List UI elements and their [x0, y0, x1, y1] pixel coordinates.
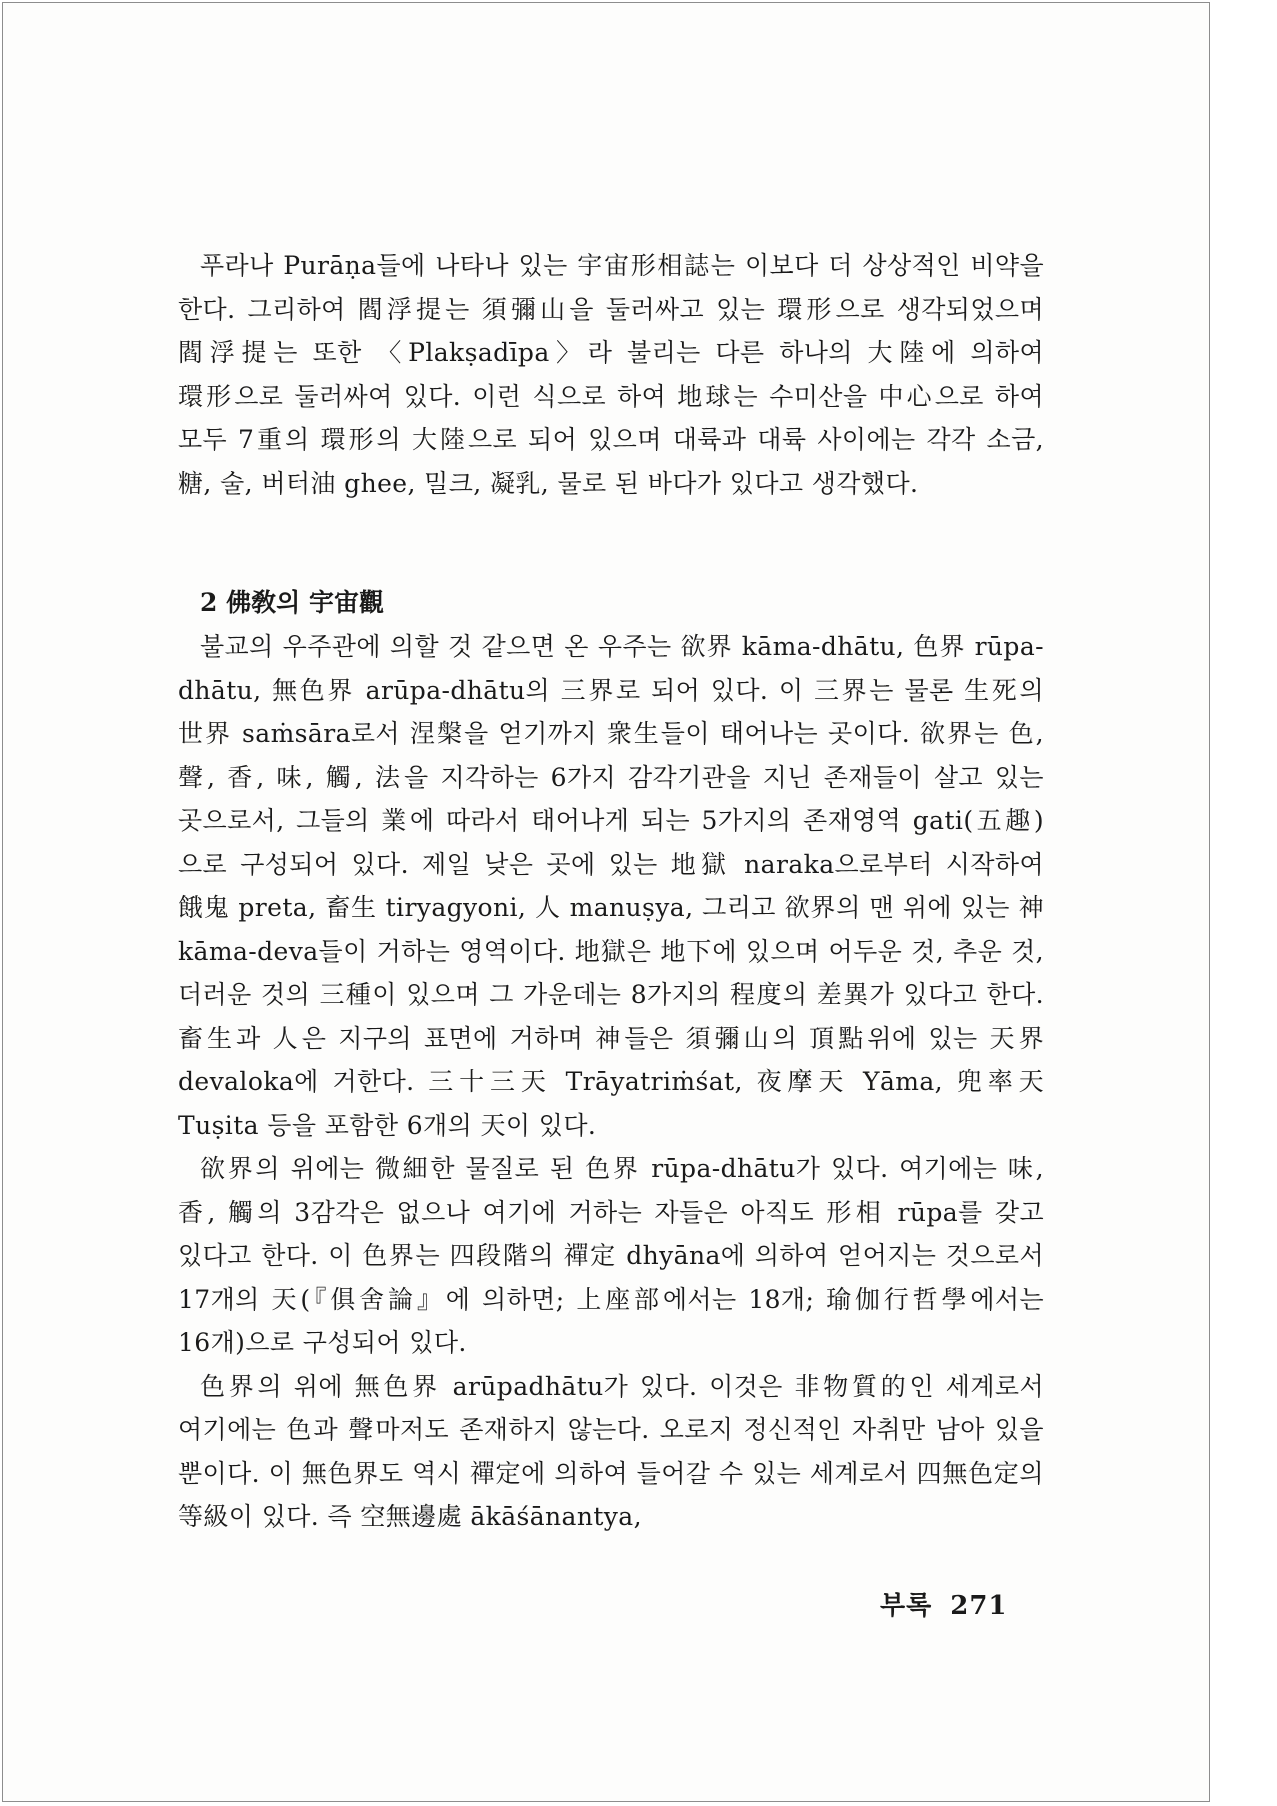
- section-heading: 2 佛敎의 宇宙觀: [200, 588, 384, 617]
- paragraph-three-realms: 불교의 우주관에 의할 것 같으면 온 우주는 欲界 kāma-dhātu, 色界 rūpa-dhātu, 無色界 arūpa-dhātu의 三界로 되어 있다. 이 三界는 물론 生死의 世界 saṁsāra로서 涅槃을 얻기까지 衆生들이 태어나는 곳이다. 欲界는 色, 聲, 香, 味, 觸, 法을 지각하는 6가지 감각기관을 지닌 존재들이 살고 있는 곳으로서, 그들의 業에 따라서 태어나게 되는 5가지의 존재영역 gati(五趣)으로 구성되어 있다. 제일 낮은 곳에 있는 地獄 naraka으로부터 시작하여 餓鬼 preta, 畜生 tiryagyoni, 人 manuṣya, 그리고 欲界의 맨 위에 있는 神 kāma-deva들이 거하는 영역이다. 地獄은 地下에 있으며 어두운 것, 추운 것, 더러운 것의 三種이 있으며 그 가운데는 8가지의 程度의 差異가 있다고 한다. 畜生과 人은 지구의 표면에 거하며 神들은 須彌山의 頂點위에 있는 天界 devaloka에 거한다. 三十三天 Trāyatriṁśat, 夜摩天 Yāma, 兜率天 Tuṣita 등을 포함한 6개의 天이 있다.: [178, 632, 1044, 1140]
- paragraph-purana: 푸라나 Purāṇa들에 나타나 있는 宇宙形相誌는 이보다 더 상상적인 비약을 한다. 그리하여 閻浮提는 須彌山을 둘러싸고 있는 環形으로 생각되었으며 閻浮提는 또한 〈Plakṣadīpa〉라 불리는 다른 하나의 大陸에 의하여 環形으로 둘러싸여 있다. 이런 식으로 하여 地球는 수미산을 中心으로 하여 모두 7重의 環形의 大陸으로 되어 있으며 대륙과 대륙 사이에는 각각 소금, 糖, 술, 버터油 ghee, 밀크, 凝乳, 물로 된 바다가 있다고 생각했다.: [178, 251, 1044, 498]
- page-number: 271: [950, 1591, 1008, 1621]
- paragraph-arupa-dhatu: 色界의 위에 無色界 arūpadhātu가 있다. 이것은 非物質的인 세계로서 여기에는 色과 聲마저도 존재하지 않는다. 오로지 정신적인 자취만 남아 있을 뿐이다. 이 無色界도 역시 禪定에 의하여 들어갈 수 있는 세계로서 四無色定의 等級이 있다. 즉 空無邊處 ākāśānantya,: [178, 1371, 1044, 1531]
- page-footer: [880, 1585, 1008, 1622]
- paragraph-rupa-dhatu: 欲界의 위에는 微細한 물질로 된 色界 rūpa-dhātu가 있다. 여기에는 味, 香, 觸의 3감각은 없으나 여기에 거하는 자들은 아직도 形相 rūpa를 갖고 있다고 한다. 이 色界는 四段階의 禪定 dhyāna에 의하여 얻어지는 것으로서 17개의 天(『俱舍論』에 의하면; 上座部에서는 18개; 瑜伽行哲學에서는 16개)으로 구성되어 있다.: [178, 1154, 1044, 1357]
- page-body: [178, 244, 1044, 1539]
- footer-section-label: 부록: [880, 1591, 933, 1621]
